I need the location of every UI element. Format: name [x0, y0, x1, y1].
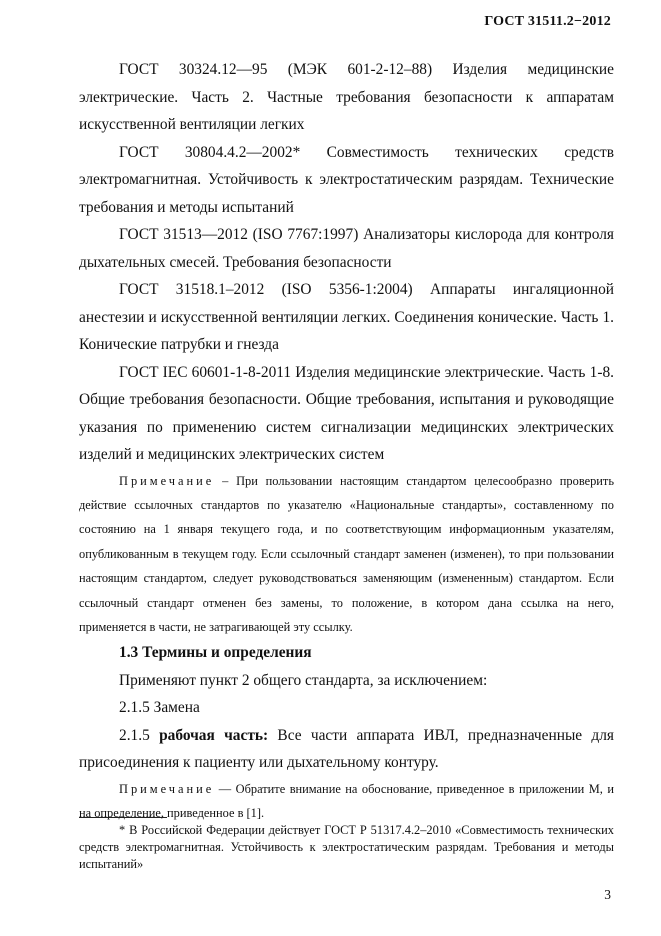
footnote-divider [79, 817, 167, 818]
document-code-header: ГОСТ 31511.2−2012 [484, 14, 611, 29]
note-label: Примечание [119, 473, 215, 488]
reference-paragraph-1: ГОСТ 30324.12—95 (МЭК 601-2-12–88) Изделия медицинские электрические. Часть 2. Частные требования безопасности к аппаратам искусственной вентиляции легких [79, 61, 614, 133]
reference-paragraph-3: ГОСТ 31513—2012 (ISO 7767:1997) Анализаторы кислорода для контроля дыхательных смесей. Требования безопасности [79, 226, 614, 271]
note-references [79, 469, 614, 640]
clause-definition [79, 722, 614, 777]
note-definition [79, 777, 614, 826]
clause-replace: 2.1.5 Замена [119, 699, 200, 717]
clause-number: 2.1.5 [119, 726, 160, 744]
note-text: – При пользовании настоящим стандартом целесообразно проверить действие ссылочных стандартов по указателю «Национальные стандарты», составленному по состоянию на 1 января текущего года, и по соответствующим информационным указателям, опубликованным в текущем году. Если ссылочный стандарт заменен (изменен), то при пользовании настоящим стандартом, следует руководствоваться заменяющим (измененным) стандартом. Если ссылочный стандарт отменен без замены, то положение, в котором дана ссылка на него, применяется в части, не затрагивающей эту ссылку. [79, 473, 614, 634]
note-text: — Обратите внимание на обоснование, приведенное в приложении М, и на определение, приведенное в [1]. [79, 781, 614, 821]
definition-text: Все части аппарата ИВЛ, предназначенные для присоединения к пациенту или дыхательному контуру. [79, 726, 614, 772]
term: рабочая часть: [159, 726, 269, 744]
section-heading: 1.3 Термины и определения [119, 644, 312, 662]
footnote: * В Российской Федерации действует ГОСТ Р 51317.4.2–2010 «Совместимость технических средств электромагнитная. Устойчивость к электростатическим разрядам. Требования и методы испытаний» [79, 823, 614, 871]
reference-paragraph-2: ГОСТ 30804.4.2—2002* Совместимость технических средств электромагнитная. Устойчивость к электростатическим разрядам. Технические требования и методы испытаний [79, 143, 614, 216]
note-label: Примечание [119, 781, 215, 796]
apply-paragraph: Применяют пункт 2 общего стандарта, за исключением: [119, 671, 488, 689]
page-body [79, 56, 614, 826]
reference-paragraph-5: ГОСТ IEC 60601-1-8-2011 Изделия медицинские электрические. Часть 1-8. Общие требования безопасности. Общие требования, испытания и руководящие указания по применению систем сигнализации медицинских электрических изделий и медицинских электрических систем [79, 363, 614, 463]
reference-paragraph-4: ГОСТ 31518.1–2012 (ISO 5356-1:2004) Аппараты ингаляционной анестезии и искусственной вентиляции легких. Соединения конические. Часть 1. Конические патрубки и гнезда [79, 281, 614, 353]
page-number: 3 [604, 887, 611, 902]
